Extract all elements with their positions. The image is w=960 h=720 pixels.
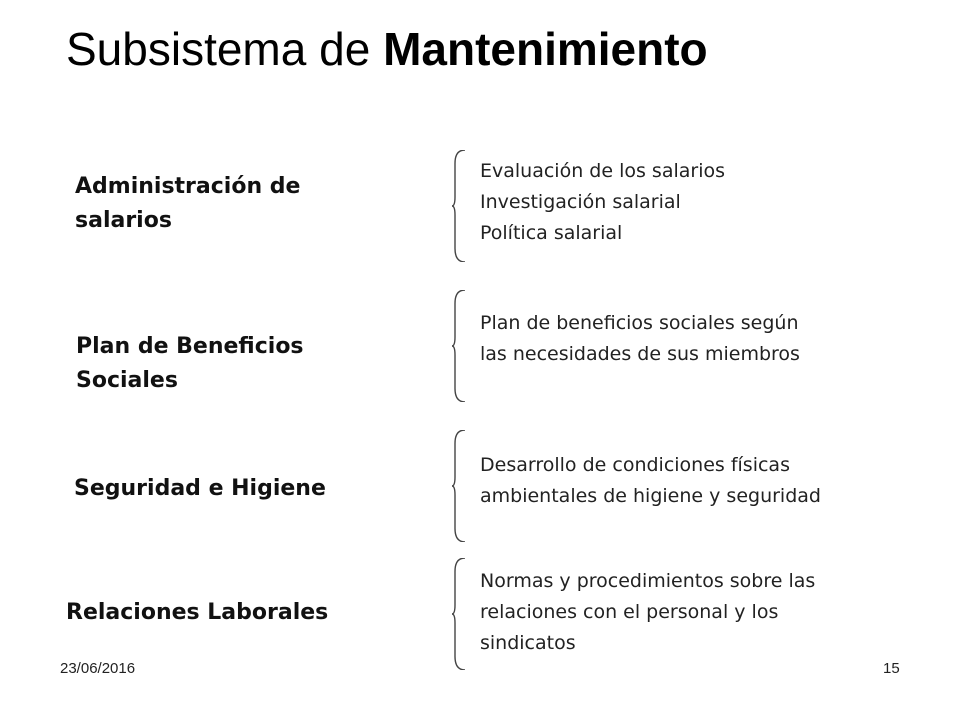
page-title xyxy=(66,22,708,77)
grouping-brace xyxy=(452,290,466,402)
row-label-relaciones-laborales xyxy=(66,596,328,630)
row-details-relaciones-laborales xyxy=(480,566,815,659)
detail-line: sindicatos xyxy=(480,632,576,654)
detail-line: Desarrollo de condiciones físicas xyxy=(480,454,790,476)
footer-page-number: 15 xyxy=(883,660,900,677)
row-label-line: Seguridad e Higiene xyxy=(74,476,326,501)
detail-line: Plan de beneficios sociales según xyxy=(480,312,799,334)
row-label-plan-beneficios xyxy=(76,330,304,398)
row-label-line: Relaciones Laborales xyxy=(66,600,329,625)
grouping-brace xyxy=(452,558,466,670)
detail-line: ambientales de higiene y seguridad xyxy=(480,485,821,507)
detail-line: Política salarial xyxy=(480,222,623,244)
row-details-seguridad-higiene xyxy=(480,450,821,512)
row-label-seguridad-higiene xyxy=(74,472,326,506)
grouping-brace xyxy=(452,430,466,542)
grouping-brace xyxy=(452,150,466,262)
row-label-line: Plan de Beneficios xyxy=(76,334,304,359)
title-prefix: Subsistema de xyxy=(66,23,371,75)
detail-line: Investigación salarial xyxy=(480,191,681,213)
title-emphasis: Mantenimiento xyxy=(383,23,708,75)
row-label-line: Administración de xyxy=(75,174,301,199)
detail-line: Normas y procedimientos sobre las xyxy=(480,570,816,592)
row-label-line: Sociales xyxy=(76,368,178,393)
row-details-plan-beneficios xyxy=(480,308,800,370)
detail-line: relaciones con el personal y los xyxy=(480,601,779,623)
row-label-line: salarios xyxy=(75,208,172,233)
detail-line: las necesidades de sus miembros xyxy=(480,343,800,365)
footer-date: 23/06/2016 xyxy=(60,660,136,677)
row-details-administracion-salarios xyxy=(480,156,725,249)
row-label-administracion-salarios xyxy=(75,170,300,238)
detail-line: Evaluación de los salarios xyxy=(480,160,725,182)
